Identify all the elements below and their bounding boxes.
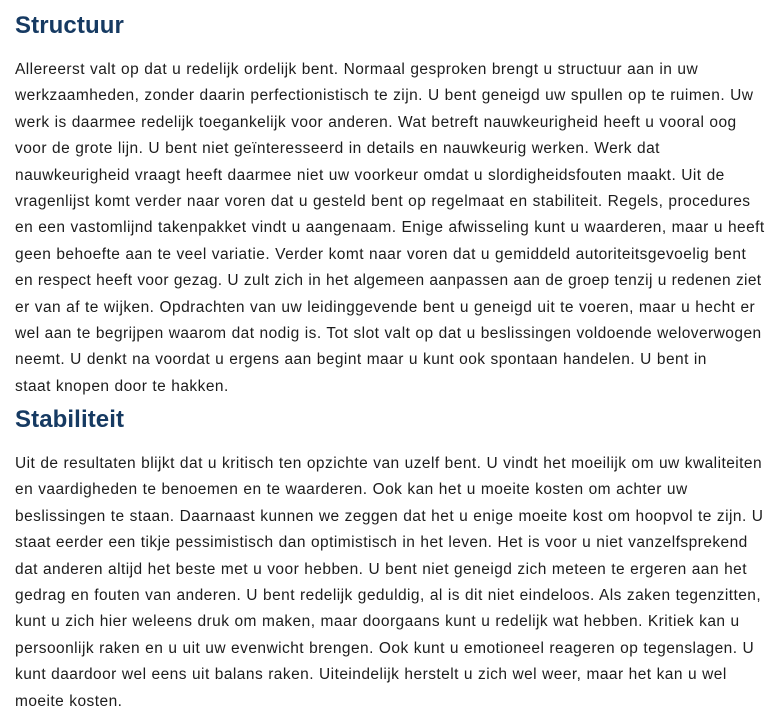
body-line: moeite kosten. [15, 692, 123, 710]
body-line: en vaardigheden te benoemen en te waarderen. Ook kan het u moeite kosten om achter uw [15, 481, 688, 499]
body-line: staat knopen door te hakken. [15, 377, 229, 395]
body-line: vragenlijst komt verder naar voren dat u gesteld bent op regelmaat en stabiliteit. Regels, procedures [15, 193, 751, 211]
body-line: werk is daarmee redelijk toegankelijk voor anderen. Wat betreft nauwkeurigheid heeft u vooral oog [15, 113, 737, 131]
body-line: en een vastomlijnd takenpakket vindt u aangenaam. Enige afwisseling kunt u waarderen, maar u heeft [15, 219, 765, 237]
section-heading-structuur: Structuur [15, 12, 124, 39]
body-line: neemt. U denkt na voordat u ergens aan begint maar u kunt ook spontaan handelen. U bent in [15, 351, 707, 369]
body-line: dat anderen altijd het beste met u voor hebben. U bent niet geneigd zich meteen te ergeren aan het [15, 560, 747, 578]
body-line: voor de grote lijn. U bent niet geïnteresseerd in details en nauwkeurig werken. Werk dat [15, 140, 660, 158]
body-line: en respect heeft voor gezag. U zult zich in het algemeen aanpassen aan de groep tenzij u redenen ziet [15, 272, 762, 290]
body-line: kunt daardoor wel eens uit balans raken. Uiteindelijk herstelt u zich wel weer, maar het kan u wel [15, 666, 727, 684]
body-line: nauwkeurigheid vraagt heeft daarmee niet uw voorkeur omdat u slordigheidsfouten maakt. Uit de [15, 166, 725, 184]
body-line: er van af te wijken. Opdrachten van uw leidinggevende bent u geneigd uit te voeren, maar u hecht er [15, 298, 756, 316]
body-line: werkzaamheden, zonder daarin perfectionistisch te zijn. U bent geneigd uw spullen op te ruimen. Uw [15, 87, 754, 105]
body-line: staat eerder een tikje pessimistisch dan optimistisch in het leven. Het is voor u niet vanzelfsprekend [15, 534, 748, 552]
body-line: gedrag en fouten van anderen. U bent redelijk geduldig, al is dit niet eindeloos. Als zaken tegenzitten, [15, 587, 762, 605]
body-line: Allereerst valt op dat u redelijk ordelijk bent. Normaal gesproken brengt u structuur aan in uw [15, 61, 699, 78]
body-line: kunt u zich hier weleens druk om maken, maar doorgaans kunt u redelijk wat hebben. Kritiek kan u [15, 613, 740, 631]
body-line: wel aan te begrijpen waarom dat nodig is. Tot slot valt op dat u beslissingen voldoende weloverwogen [15, 325, 762, 343]
body-line: beslissingen te staan. Daarnaast kunnen we zeggen dat het u enige moeite kost om hoopvol te zijn. U [15, 507, 764, 525]
body-line: Uit de resultaten blijkt dat u kritisch ten opzichte van uzelf bent. U vindt het moeilijk om uw kwaliteiten [15, 455, 763, 472]
body-line: persoonlijk raken en u uit uw evenwicht brengen. Ook kunt u emotioneel reageren op tegenslagen. U [15, 639, 755, 657]
section-heading-stabiliteit: Stabiliteit [15, 406, 125, 433]
section-body-stabiliteit [15, 451, 765, 715]
body-line: geen behoefte aan te veel variatie. Verder komt naar voren dat u gemiddeld autoriteitsgevoelig bent [15, 245, 747, 263]
section-body-structuur [15, 57, 765, 400]
